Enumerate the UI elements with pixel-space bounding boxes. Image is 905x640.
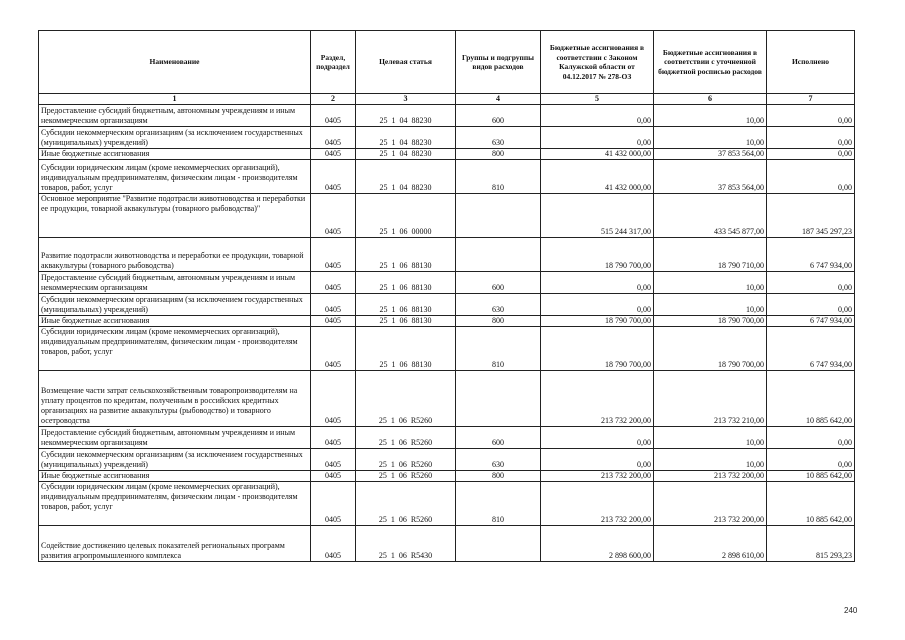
row-name: Предоставление субсидий бюджетным, автономным учреждениям и иным некоммерческим организациям bbox=[39, 427, 311, 449]
row-group bbox=[456, 194, 541, 238]
row-executed: 815 293,23 bbox=[767, 526, 855, 562]
row-law: 0,00 bbox=[541, 127, 654, 149]
header-section: Раздел, подраздел bbox=[311, 31, 356, 94]
row-section: 0405 bbox=[311, 105, 356, 127]
row-group: 630 bbox=[456, 127, 541, 149]
row-name: Предоставление субсидий бюджетным, автономным учреждениям и иным некоммерческим организациям bbox=[39, 272, 311, 294]
row-law: 41 432 000,00 bbox=[541, 149, 654, 160]
row-refined: 37 853 564,00 bbox=[654, 149, 767, 160]
row-executed: 0,00 bbox=[767, 160, 855, 194]
row-section: 0405 bbox=[311, 272, 356, 294]
row-law: 18 790 700,00 bbox=[541, 238, 654, 272]
column-number: 6 bbox=[654, 94, 767, 105]
row-target: 25 1 06 88130 bbox=[356, 327, 456, 371]
row-executed: 0,00 bbox=[767, 149, 855, 160]
header-groups: Группы и подгруппы видов расходов bbox=[456, 31, 541, 94]
header-name: Наименование bbox=[39, 31, 311, 94]
row-group: 600 bbox=[456, 427, 541, 449]
row-target: 25 1 06 88130 bbox=[356, 238, 456, 272]
row-law: 0,00 bbox=[541, 294, 654, 316]
table-row bbox=[39, 427, 855, 449]
row-refined: 10,00 bbox=[654, 294, 767, 316]
row-law: 18 790 700,00 bbox=[541, 327, 654, 371]
table-row bbox=[39, 238, 855, 272]
row-law: 18 790 700,00 bbox=[541, 316, 654, 327]
row-executed: 0,00 bbox=[767, 272, 855, 294]
row-section: 0405 bbox=[311, 327, 356, 371]
row-executed: 6 747 934,00 bbox=[767, 327, 855, 371]
header-row bbox=[39, 31, 855, 94]
row-target: 25 1 06 88130 bbox=[356, 316, 456, 327]
budget-table bbox=[38, 30, 855, 562]
row-section: 0405 bbox=[311, 316, 356, 327]
row-law: 0,00 bbox=[541, 272, 654, 294]
row-target: 25 1 04 88230 bbox=[356, 149, 456, 160]
row-refined: 213 732 200,00 bbox=[654, 482, 767, 526]
table-row bbox=[39, 194, 855, 238]
row-section: 0405 bbox=[311, 238, 356, 272]
row-law: 2 898 600,00 bbox=[541, 526, 654, 562]
header-executed: Исполнено bbox=[767, 31, 855, 94]
row-group: 800 bbox=[456, 316, 541, 327]
row-refined: 18 790 700,00 bbox=[654, 327, 767, 371]
row-group bbox=[456, 371, 541, 427]
row-executed: 0,00 bbox=[767, 294, 855, 316]
table-row bbox=[39, 327, 855, 371]
row-section: 0405 bbox=[311, 482, 356, 526]
row-law: 0,00 bbox=[541, 427, 654, 449]
row-target: 25 1 04 88230 bbox=[356, 127, 456, 149]
row-section: 0405 bbox=[311, 194, 356, 238]
row-group: 630 bbox=[456, 294, 541, 316]
row-refined: 213 732 200,00 bbox=[654, 471, 767, 482]
row-law: 0,00 bbox=[541, 105, 654, 127]
row-group: 630 bbox=[456, 449, 541, 471]
row-section: 0405 bbox=[311, 127, 356, 149]
row-target: 25 1 06 R5260 bbox=[356, 449, 456, 471]
row-name: Предоставление субсидий бюджетным, автономным учреждениям и иным некоммерческим организациям bbox=[39, 105, 311, 127]
row-section: 0405 bbox=[311, 160, 356, 194]
row-refined: 10,00 bbox=[654, 449, 767, 471]
row-executed: 10 885 642,00 bbox=[767, 482, 855, 526]
column-number: 3 bbox=[356, 94, 456, 105]
row-executed: 0,00 bbox=[767, 427, 855, 449]
row-name: Содействие достижению целевых показателей региональных программ развития агропромышленного комплекса bbox=[39, 526, 311, 562]
row-target: 25 1 04 88230 bbox=[356, 160, 456, 194]
row-target: 25 1 06 88130 bbox=[356, 272, 456, 294]
table-row bbox=[39, 449, 855, 471]
row-executed: 6 747 934,00 bbox=[767, 238, 855, 272]
row-target: 25 1 06 88130 bbox=[356, 294, 456, 316]
row-law: 41 432 000,00 bbox=[541, 160, 654, 194]
header-law: Бюджетные ассигнования в соответствии с Законом Калужской области от 04.12.2017 № 278-ОЗ bbox=[541, 31, 654, 94]
row-law: 213 732 200,00 bbox=[541, 371, 654, 427]
row-name: Возмещение части затрат сельскохозяйственным товаропроизводителям на уплату процентов по кредитам, полученным в российских кредитных организациях на развитие аквакультуры (рыбоводство) и товарного осетроводства bbox=[39, 371, 311, 427]
column-number: 7 bbox=[767, 94, 855, 105]
row-name: Субсидии юридическим лицам (кроме некоммерческих организаций), индивидуальным предпринимателям, физическим лицам - производителям товаров, работ, услуг bbox=[39, 482, 311, 526]
row-refined: 10,00 bbox=[654, 272, 767, 294]
row-target: 25 1 06 00000 bbox=[356, 194, 456, 238]
header-refined: Бюджетные ассигнования в соответствии с уточненной бюджетной росписью расходов bbox=[654, 31, 767, 94]
row-name: Субсидии некоммерческим организациям (за исключением государственных (муниципальных) учреждений) bbox=[39, 294, 311, 316]
table-row bbox=[39, 316, 855, 327]
row-refined: 37 853 564,00 bbox=[654, 160, 767, 194]
row-target: 25 1 06 R5260 bbox=[356, 471, 456, 482]
row-refined: 213 732 210,00 bbox=[654, 371, 767, 427]
row-name: Субсидии некоммерческим организациям (за исключением государственных (муниципальных) учреждений) bbox=[39, 127, 311, 149]
page-number: 240 bbox=[844, 606, 858, 615]
row-law: 213 732 200,00 bbox=[541, 482, 654, 526]
column-number: 1 bbox=[39, 94, 311, 105]
row-target: 25 1 06 R5430 bbox=[356, 526, 456, 562]
row-name: Субсидии некоммерческим организациям (за исключением государственных (муниципальных) учреждений) bbox=[39, 449, 311, 471]
row-executed: 0,00 bbox=[767, 127, 855, 149]
row-group: 810 bbox=[456, 327, 541, 371]
header-target: Целевая статья bbox=[356, 31, 456, 94]
row-group: 810 bbox=[456, 482, 541, 526]
row-group: 800 bbox=[456, 149, 541, 160]
row-section: 0405 bbox=[311, 449, 356, 471]
row-name: Иные бюджетные ассигнования bbox=[39, 149, 311, 160]
row-section: 0405 bbox=[311, 294, 356, 316]
row-group: 810 bbox=[456, 160, 541, 194]
table-row bbox=[39, 526, 855, 562]
table-row bbox=[39, 371, 855, 427]
table-row bbox=[39, 471, 855, 482]
row-name: Субсидии юридическим лицам (кроме некоммерческих организаций), индивидуальным предпринимателям, физическим лицам - производителям товаров, работ, услуг bbox=[39, 327, 311, 371]
row-executed: 6 747 934,00 bbox=[767, 316, 855, 327]
row-name: Развитие подотрасли животноводства и переработки ее продукции, товарной аквакультуры (товарного рыбоводства) bbox=[39, 238, 311, 272]
row-name: Иные бюджетные ассигнования bbox=[39, 316, 311, 327]
column-number: 4 bbox=[456, 94, 541, 105]
row-name: Иные бюджетные ассигнования bbox=[39, 471, 311, 482]
row-group: 800 bbox=[456, 471, 541, 482]
row-executed: 0,00 bbox=[767, 449, 855, 471]
row-section: 0405 bbox=[311, 526, 356, 562]
row-law: 213 732 200,00 bbox=[541, 471, 654, 482]
table-row bbox=[39, 160, 855, 194]
table-body bbox=[39, 105, 855, 562]
row-section: 0405 bbox=[311, 371, 356, 427]
row-refined: 18 790 710,00 bbox=[654, 238, 767, 272]
row-group: 600 bbox=[456, 272, 541, 294]
row-refined: 2 898 610,00 bbox=[654, 526, 767, 562]
table-row bbox=[39, 294, 855, 316]
column-number-row bbox=[39, 94, 855, 105]
table-row bbox=[39, 127, 855, 149]
row-refined: 10,00 bbox=[654, 427, 767, 449]
row-name: Субсидии юридическим лицам (кроме некоммерческих организаций), индивидуальным предпринимателям, физическим лицам - производителям товаров, работ, услуг bbox=[39, 160, 311, 194]
row-refined: 10,00 bbox=[654, 105, 767, 127]
row-target: 25 1 04 88230 bbox=[356, 105, 456, 127]
table-row bbox=[39, 272, 855, 294]
row-name: Основное мероприятие "Развитие подотрасли животноводства и переработки ее продукции, товарной аквакультуры (товарного рыбоводства)" bbox=[39, 194, 311, 238]
row-law: 0,00 bbox=[541, 449, 654, 471]
row-group bbox=[456, 526, 541, 562]
row-target: 25 1 06 R5260 bbox=[356, 371, 456, 427]
row-executed: 10 885 642,00 bbox=[767, 371, 855, 427]
row-target: 25 1 06 R5260 bbox=[356, 427, 456, 449]
row-group: 600 bbox=[456, 105, 541, 127]
row-executed: 187 345 297,23 bbox=[767, 194, 855, 238]
table-row bbox=[39, 482, 855, 526]
column-number: 2 bbox=[311, 94, 356, 105]
row-law: 515 244 317,00 bbox=[541, 194, 654, 238]
row-executed: 10 885 642,00 bbox=[767, 471, 855, 482]
row-group bbox=[456, 238, 541, 272]
table-row bbox=[39, 105, 855, 127]
row-target: 25 1 06 R5260 bbox=[356, 482, 456, 526]
row-section: 0405 bbox=[311, 471, 356, 482]
row-executed: 0,00 bbox=[767, 105, 855, 127]
row-refined: 18 790 700,00 bbox=[654, 316, 767, 327]
row-section: 0405 bbox=[311, 427, 356, 449]
row-refined: 433 545 877,00 bbox=[654, 194, 767, 238]
table-row bbox=[39, 149, 855, 160]
column-number: 5 bbox=[541, 94, 654, 105]
row-section: 0405 bbox=[311, 149, 356, 160]
row-refined: 10,00 bbox=[654, 127, 767, 149]
